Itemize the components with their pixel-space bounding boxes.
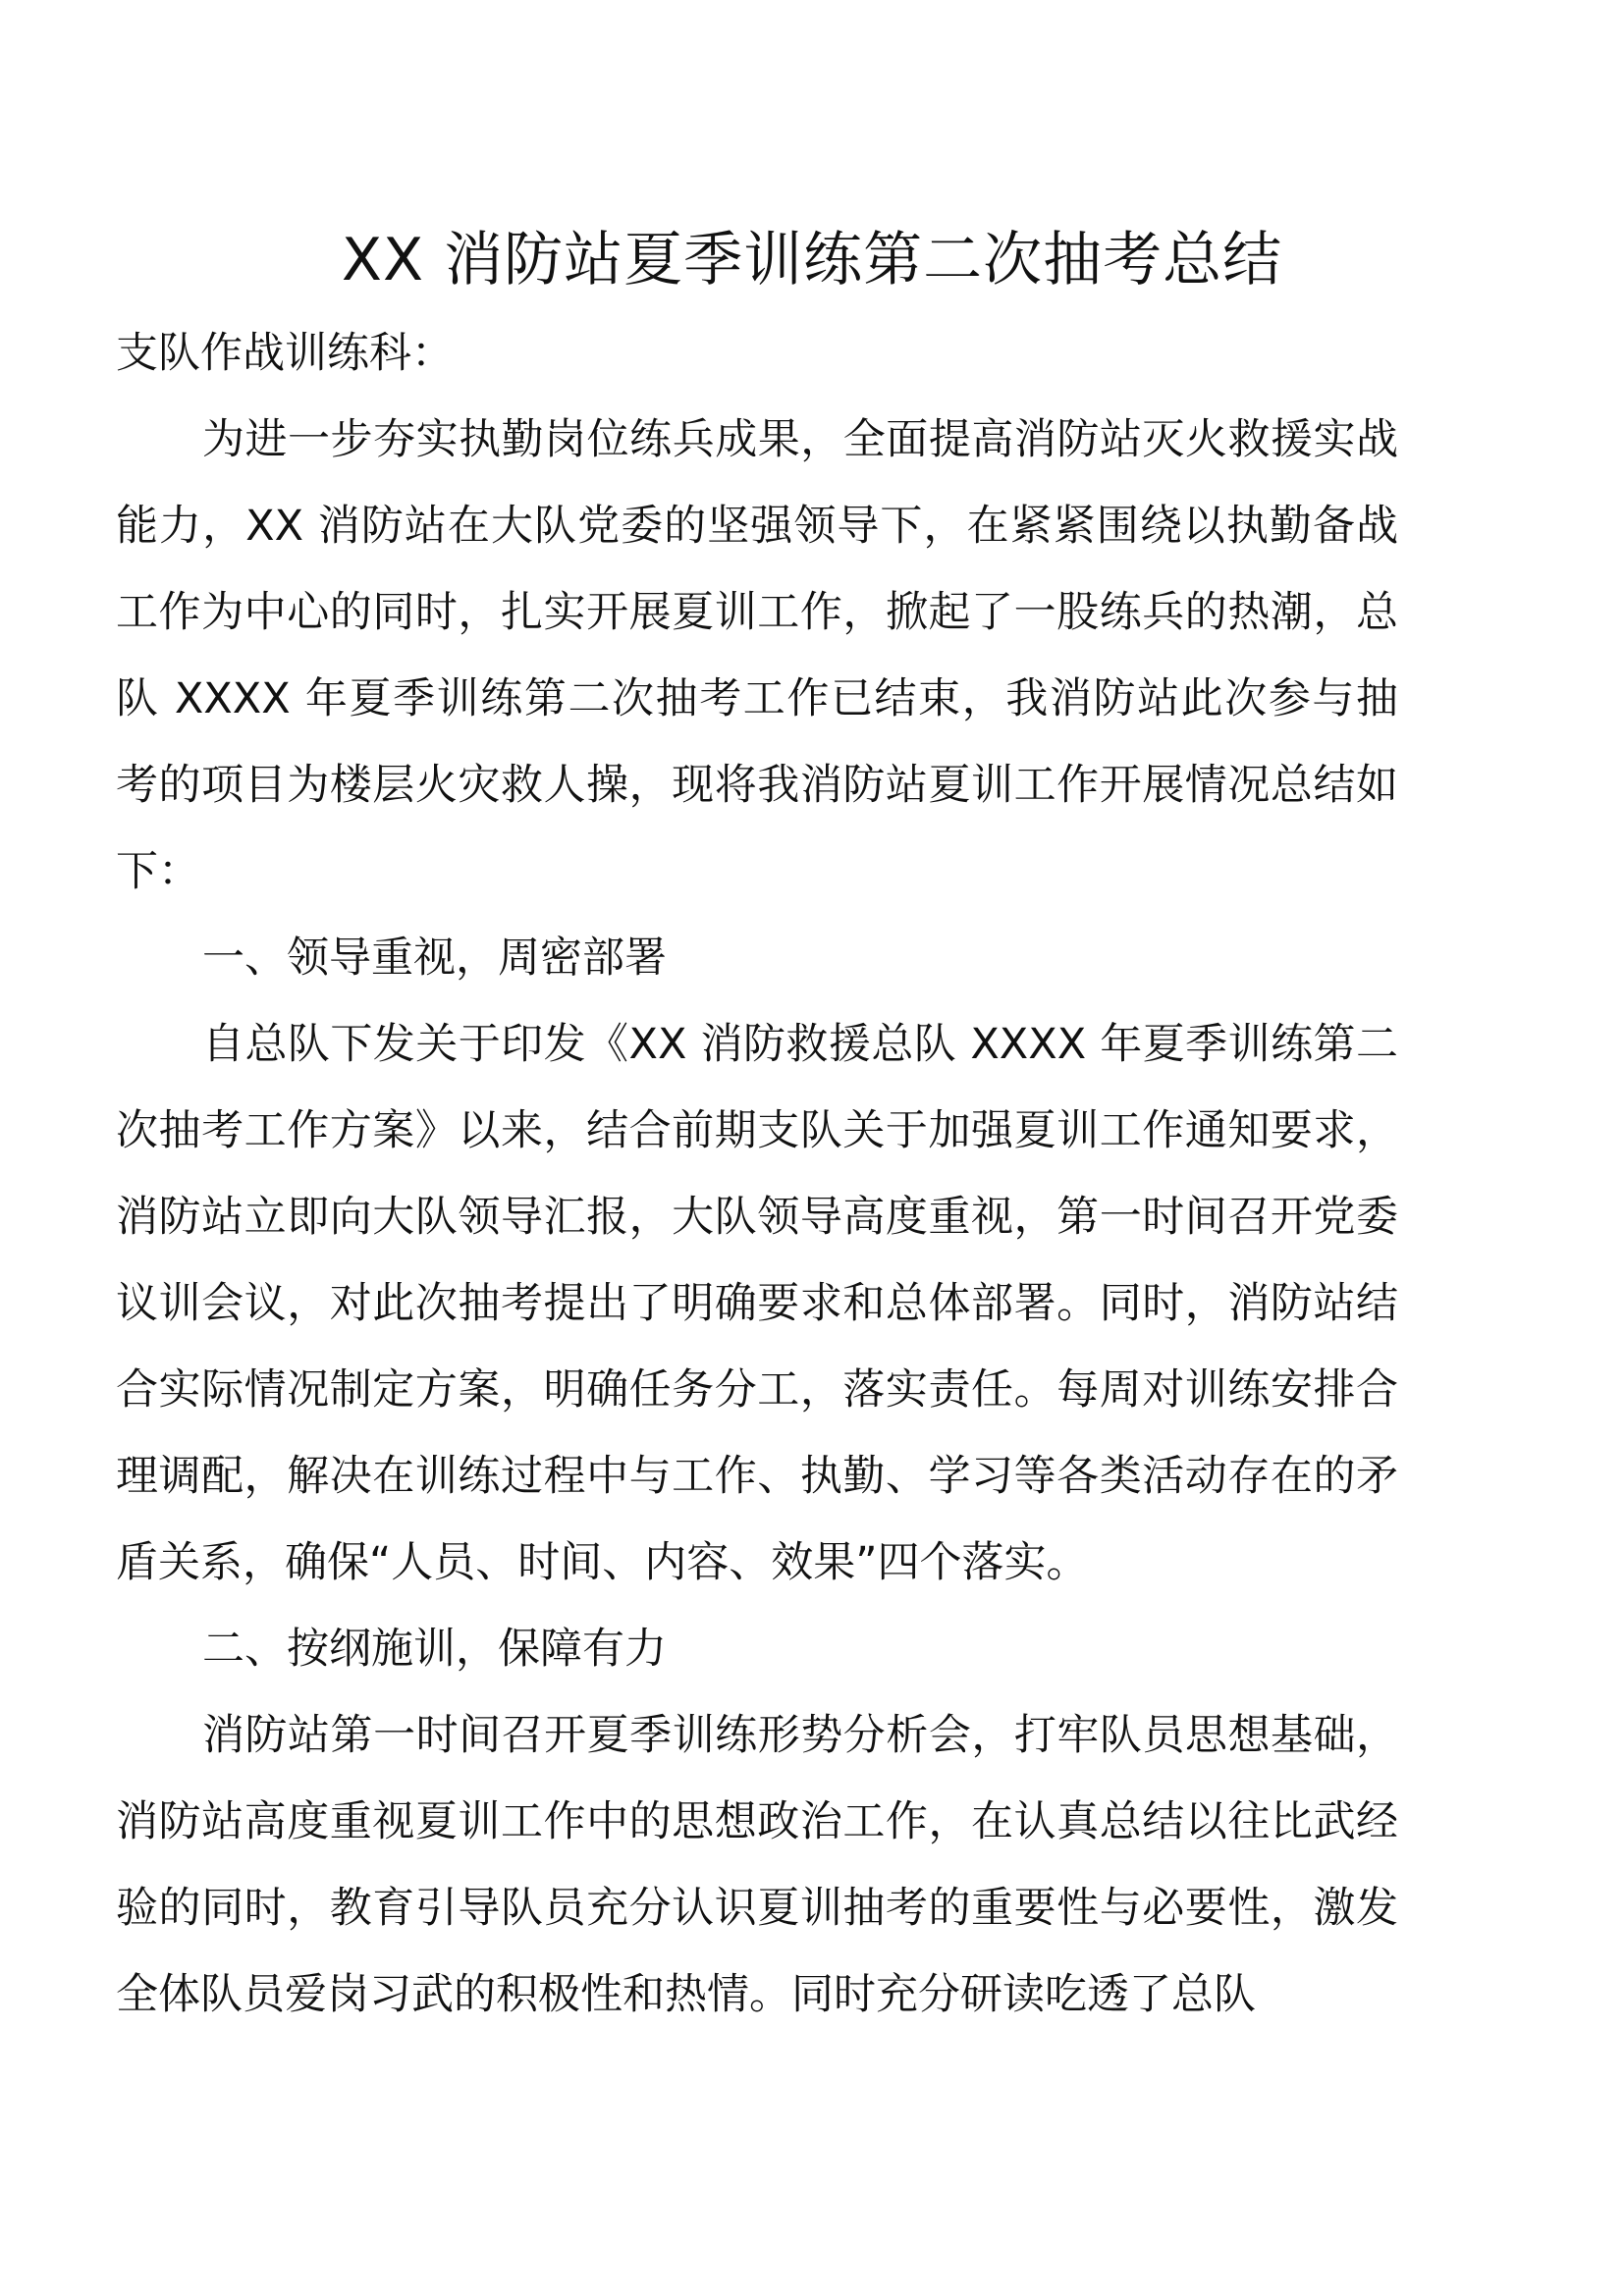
section-heading-1: 一、领导重视，周密部署 bbox=[202, 934, 667, 983]
document-body bbox=[116, 310, 1398, 2038]
paragraph-section-1: 自总队下发关于印发《XX 消防救援总队 XXXX 年夏季训练第二次抽考工作方案》以来，结合前期支队关于加强夏训工作通知要求，消防站立即向大队领导汇报，大队领导高度重视，第一时间召开党委议训会议，对此次抽考提出了明确要求和总体部署。同时，消防站结合实际情况制定方案，明确任务分工，落实责任。每周对训练安排合理调配，解决在训练过程中与工作、执勤、学习等各类活动存在的矛盾关系，确保“人员、时间、内容、效果”四个落实。 bbox=[116, 1020, 1398, 1587]
salutation: 支队作战训练科： bbox=[116, 329, 454, 378]
paragraph-intro: 为进一步夯实执勤岗位练兵成果，全面提高消防站灭火救援实战能力，XX 消防站在大队党委的坚强领导下，在紧紧围绕以执勤备战工作为中心的同时，扎实开展夏训工作，掀起了一股练兵的热潮，总队 XXXX 年夏季训练第二次抽考工作已结束，我消防站此次参与抽考的项目为楼层火灾救人操，现将我消防站夏训工作开展情况总结如下： bbox=[116, 415, 1398, 896]
paragraph-section-2: 消防站第一时间召开夏季训练形势分析会，打牢队员思想基础，消防站高度重视夏训工作中的思想政治工作，在认真总结以往比武经验的同时，教育引导队员充分认识夏训抽考的重要性与必要性，激发全体队员爱岗习武的积极性和热情。同时充分研读吃透了总队 bbox=[116, 1711, 1398, 2019]
section-heading-2: 二、按纲施训，保障有力 bbox=[202, 1625, 667, 1674]
document-title: XX 消防站夏季训练第二次抽考总结 bbox=[341, 226, 1283, 294]
